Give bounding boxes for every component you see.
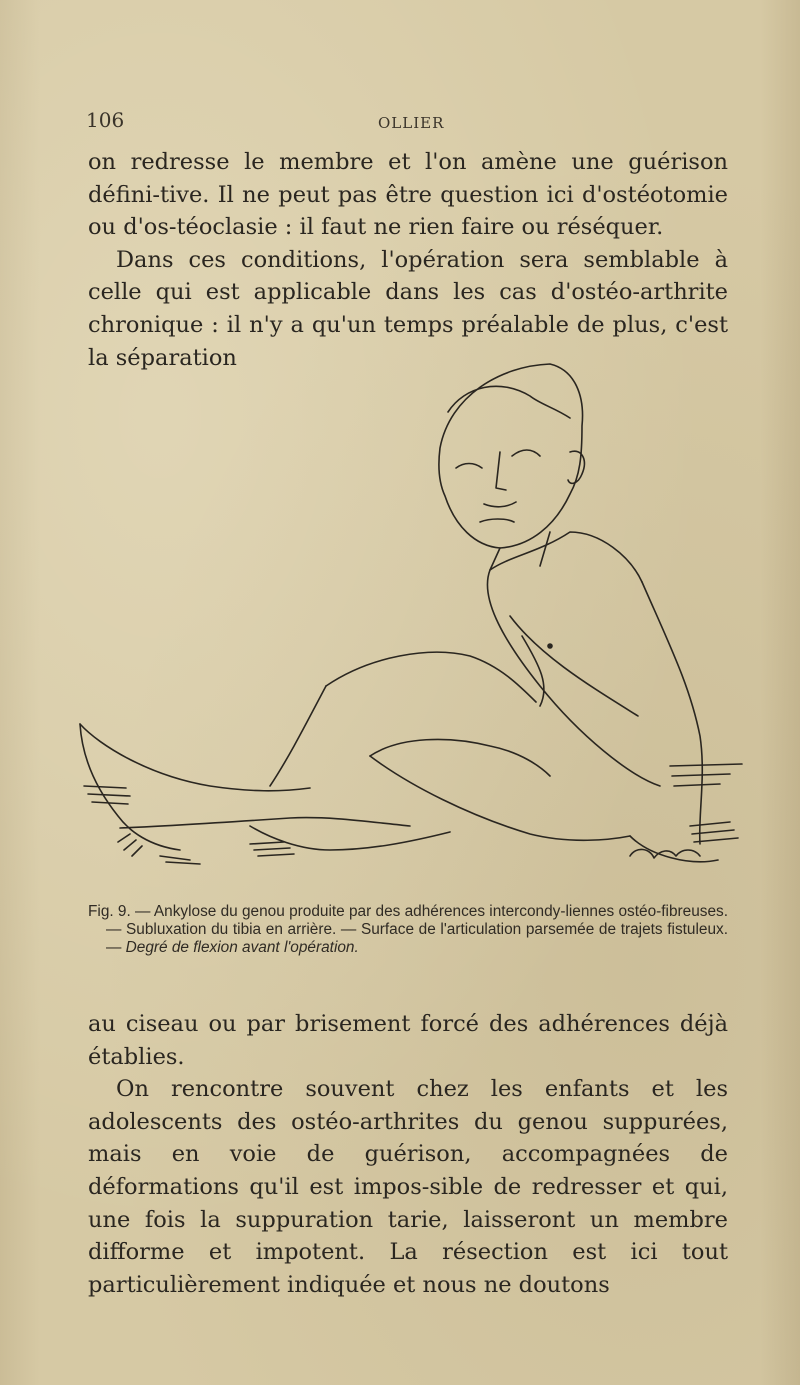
text-block-top [88, 146, 728, 374]
caption-italic: Degré de flexion avant l'opération. [125, 939, 359, 957]
eye-right [512, 450, 540, 456]
nose [496, 452, 506, 490]
left-leg-bottom [120, 818, 410, 828]
arm-inner [510, 616, 638, 716]
figure-caption [88, 903, 728, 958]
shin-front [270, 686, 326, 786]
ground-line [670, 764, 742, 786]
text-block-bottom [88, 1008, 728, 1301]
thigh-top [326, 652, 536, 702]
heel-shadow [160, 856, 200, 864]
left-leg-top [80, 724, 310, 791]
back-line [642, 582, 702, 844]
paragraph: au ciseau ou par brisement forcé des adhérences déjà établies. [88, 1011, 728, 1070]
shoulder-line [490, 532, 642, 582]
figure-illustration [70, 356, 750, 890]
mouth [484, 502, 516, 507]
toes [118, 834, 142, 856]
chin [480, 519, 514, 522]
nipple [548, 644, 552, 648]
paragraph: On rencontre souvent chez les enfants et les adolescents des ostéo-arthrites du genou suppurées, mais en voie de guérison, accompagnées de déformations qu'il est impos-sible de redresser et qui, une fois la suppuration tarie, laisseront un membre difforme et impotent. La résection est ici tout particulièrement indiquée et nous ne doutons [88, 1076, 728, 1298]
chest-line [522, 636, 544, 706]
caption-text: Fig. 9. — Ankylose du genou produite par des adhérences intercondy-liennes ostéo-fibreuses. — Subluxation du tibia en arrière. — Surface de l'articulation parsemée de trajets fistuleux. — [88, 903, 728, 957]
paragraph: on redresse le membre et l'on amène une guérison défini-tive. Il ne peut pas être question ici d'ostéotomie ou d'os-téoclasie : il faut ne rien faire ou réséquer. [88, 149, 728, 241]
shading-mid [250, 842, 294, 856]
page-number: 106 [86, 108, 125, 132]
thigh-under [370, 756, 630, 840]
lower-foot [250, 826, 450, 850]
paragraph: Dans ces conditions, l'opération sera semblable à celle qui est applicable dans les cas d'ostéo-arthrite chronique : il n'y a qu'un temps préalable de plus, c'est la séparation [88, 246, 728, 371]
eye-left [456, 464, 482, 469]
hair-line [448, 386, 570, 418]
running-head: OLLIER [378, 114, 445, 132]
knee-curve [370, 739, 550, 776]
shading-right [690, 822, 738, 842]
